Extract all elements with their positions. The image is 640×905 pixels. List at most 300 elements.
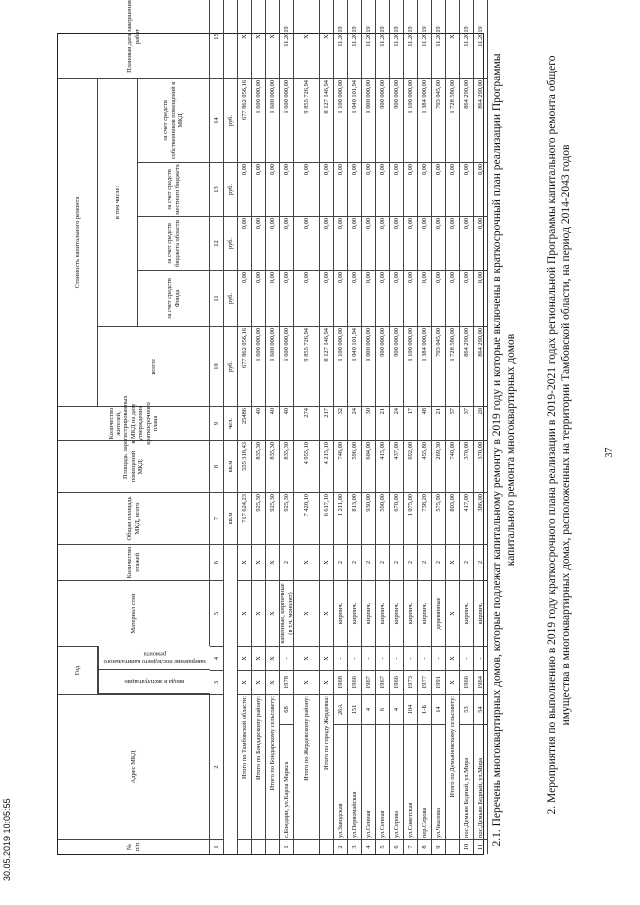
column-number: 5 (210, 580, 224, 646)
house-c6: 2 (390, 544, 404, 580)
house-c10: 1 100 000,00 (404, 326, 418, 406)
print-timestamp: 30.05.2019 10:05:55 (2, 798, 12, 881)
house-c6: 2 (348, 544, 362, 580)
column-number: 15 (210, 0, 224, 78)
house-c6: 2 (474, 544, 488, 580)
total-c13: 0,00 (320, 162, 334, 216)
house-c8: 746,00 (334, 440, 348, 492)
total-c12: 0,00 (266, 216, 280, 270)
total-c14: 1 600 000,00 (252, 78, 266, 162)
house-c9: 32 (334, 406, 348, 440)
row-num-empty (446, 839, 460, 854)
house-c6: 2 (376, 544, 390, 580)
total-c10: 1 600 000,00 (266, 326, 280, 406)
house-c11: 0,00 (362, 270, 376, 326)
total-c6: X (320, 544, 334, 580)
total-c6: X (446, 544, 460, 580)
total-c9: 217 (320, 406, 334, 440)
address-house: 68 (280, 694, 294, 724)
house-c5: кирпич. (404, 580, 418, 646)
house-c8: 415,00 (376, 440, 390, 492)
house-c4: - (404, 646, 418, 670)
unit-label: кв.м (224, 440, 238, 492)
house-c6: 2 (432, 544, 446, 580)
house-c8: 596,00 (348, 440, 362, 492)
house-c3: 1968 (334, 670, 348, 694)
house-c11: 0,00 (390, 270, 404, 326)
house-c3: 1966 (390, 670, 404, 694)
address-house: 26А (334, 694, 348, 724)
header-year-commission: ввода в эксплуатацию (98, 670, 210, 694)
house-c11: 0,00 (376, 270, 390, 326)
header-residents: Количество жителей, зарегистрированных в МКД на дату утверждения краткосрочного плана (58, 406, 210, 440)
bondari-c14: 1 600 000,00 (280, 78, 294, 162)
house-c4: - (390, 646, 404, 670)
address-house: 54 (474, 694, 488, 724)
total-c14: 1 600 000,00 (266, 78, 280, 162)
house-c10: 1 384 000,00 (418, 326, 432, 406)
unit-label: кв.м (224, 492, 238, 544)
house-c14: 864 290,00 (474, 78, 488, 162)
house-date: 11.2019 (432, 0, 446, 78)
total-c13: 0,00 (252, 162, 266, 216)
house-c14: 1 384 000,00 (418, 78, 432, 162)
house-c13: 0,00 (362, 162, 376, 216)
unit-label: руб. (224, 326, 238, 406)
total-c6: X (266, 544, 280, 580)
total-c8: 740,00 (446, 440, 460, 492)
total-c4: X (252, 646, 266, 670)
house-c5: кирпич. (362, 580, 376, 646)
unit-label-empty (224, 0, 238, 78)
address-house: 53 (460, 694, 474, 724)
total-c6: X (252, 544, 266, 580)
unit-label: руб. (224, 162, 238, 216)
total-c14: 8 127 146,94 (320, 78, 334, 162)
house-c11: 0,00 (474, 270, 488, 326)
unit-label-empty (224, 544, 238, 854)
header-num: № п/п (58, 839, 210, 854)
house-c13: 0,00 (404, 162, 418, 216)
house-c12: 0,00 (474, 216, 488, 270)
bondari-c5: каменные, кирпичные (в т.ч. монолит) (280, 580, 294, 646)
house-c8: 370,00 (460, 440, 474, 492)
total-c9: 57 (446, 406, 460, 440)
house-c3: 1966 (460, 670, 474, 694)
total-c13: 0,00 (446, 162, 460, 216)
total-label: Итого по городу Жердевка: (320, 694, 334, 839)
bondari-c8: 835,30 (280, 440, 294, 492)
house-c7: 1 075,00 (404, 492, 418, 544)
total-c5: X (294, 580, 320, 646)
house-c5: кирпич. (418, 580, 432, 646)
bondari-c7: 925,30 (280, 492, 294, 544)
header-year-last-repair: завершение последнего капитального ремонта (98, 646, 210, 670)
address-street: с.Бондари, ул.Карла Маркса (280, 724, 294, 839)
house-c3: 1967 (376, 670, 390, 694)
house-c12: 0,00 (432, 216, 446, 270)
house-c14: 703 045,00 (432, 78, 446, 162)
house-date: 11.2019 (376, 0, 390, 78)
total-c14: 9 855 726,94 (294, 78, 320, 162)
column-number: 9 (210, 406, 224, 440)
column-number: 3 (210, 670, 224, 694)
row-num: 3 (348, 839, 362, 854)
total-date: X (294, 0, 320, 78)
subsection-title: 2.1. Перечень многоквартирных домов, которые подлежат капитальному ремонту в 2019 году и которые включены в краткосрочный план реализации Программы капитального ремонта многоквартирных домов (491, 53, 517, 847)
column-number: 10 (210, 326, 224, 406)
house-c6: 2 (334, 544, 348, 580)
house-c13: 0,00 (348, 162, 362, 216)
house-c6: 2 (404, 544, 418, 580)
row-num-empty (320, 839, 334, 854)
bondari-c10: 1 600 000,00 (280, 326, 294, 406)
house-c14: 864 290,00 (460, 78, 474, 162)
row-num: 11 (474, 839, 488, 854)
house-c5: кирпич. (460, 580, 474, 646)
house-c11: 0,00 (432, 270, 446, 326)
address-street: ул.Первомайская (348, 724, 362, 839)
row-num: 5 (376, 839, 390, 854)
house-c13: 0,00 (432, 162, 446, 216)
house-c13: 0,00 (390, 162, 404, 216)
house-c6: 2 (362, 544, 376, 580)
house-c13: 0,00 (376, 162, 390, 216)
total-c12: 0,00 (446, 216, 460, 270)
house-c6: 2 (460, 544, 474, 580)
house-c8: 269,30 (432, 440, 446, 492)
house-c12: 0,00 (334, 216, 348, 270)
house-c8: 604,00 (362, 440, 376, 492)
row-num: 4 (362, 839, 376, 854)
header-owners: за счет средств собственников помещений в МКД (138, 78, 210, 162)
total-c10: 8 127 146,94 (320, 326, 334, 406)
house-c5: кирпич. (348, 580, 362, 646)
row-num-empty (266, 839, 280, 854)
house-c11: 0,00 (348, 270, 362, 326)
house-c10: 703 045,00 (432, 326, 446, 406)
house-date: 11.2019 (474, 0, 488, 78)
total-c4: X (320, 646, 334, 670)
total-c14: 677 862 056,16 (238, 78, 252, 162)
house-c5: деревянные (432, 580, 446, 646)
header-regional: за счет средств бюджета области (138, 216, 210, 270)
address-street: ул.Сенная (376, 724, 390, 839)
house-c7: 738,20 (418, 492, 432, 544)
house-c4: - (348, 646, 362, 670)
house-c9: 37 (460, 406, 474, 440)
total-c7: 803,00 (446, 492, 460, 544)
unit-label: руб. (224, 216, 238, 270)
address-street: пер.Серова (418, 724, 432, 839)
house-c12: 0,00 (376, 216, 390, 270)
column-number: 7 (210, 492, 224, 544)
row-num: 6 (390, 839, 404, 854)
total-c5: X (238, 580, 252, 646)
house-c3: 1966 (348, 670, 362, 694)
house-date: 11.2019 (404, 0, 418, 78)
row-num: 9 (432, 839, 446, 854)
total-c10: 9 855 726,94 (294, 326, 320, 406)
total-c12: 0,00 (238, 216, 252, 270)
total-c8: 4 955,10 (294, 440, 320, 492)
house-c5: кирпич. (334, 580, 348, 646)
house-c12: 0,00 (348, 216, 362, 270)
house-c7: 417,00 (460, 492, 474, 544)
house-c14: 1 100 000,00 (334, 78, 348, 162)
total-label: Итого по Демьяновскому сельсовету: (446, 694, 460, 839)
header-local: за счет средств местного бюджета (138, 162, 210, 216)
house-c6: 2 (418, 544, 432, 580)
house-c4: - (362, 646, 376, 670)
total-date: X (446, 0, 460, 78)
house-c3: 1991 (432, 670, 446, 694)
house-c14: 1 040 101,94 (348, 78, 362, 162)
total-c3: X (238, 670, 252, 694)
unit-label: чел. (224, 406, 238, 440)
address-house: 104 (404, 694, 418, 724)
house-c9: 24 (390, 406, 404, 440)
house-c10: 864 290,00 (474, 326, 488, 406)
house-c10: 1 040 101,94 (348, 326, 362, 406)
bondari-c3: 1978 (280, 670, 294, 694)
total-c3: X (294, 670, 320, 694)
bondari-c9: 40 (280, 406, 294, 440)
column-number: 8 (210, 440, 224, 492)
house-c4: - (460, 646, 474, 670)
house-c9: 48 (418, 406, 432, 440)
house-c9: 17 (404, 406, 418, 440)
house-date: 11.2019 (418, 0, 432, 78)
total-c4: X (446, 646, 460, 670)
total-c12: 0,00 (252, 216, 266, 270)
row-num: 1 (280, 839, 294, 854)
header-cost: Стоимость капитального ремонта (58, 78, 98, 406)
house-c3: 1973 (404, 670, 418, 694)
address-street: пос.Демьян Бедный, ул.Мира (474, 724, 488, 839)
house-date: 11.2019 (348, 0, 362, 78)
header-residential-area: Площадь помещений МКД: (58, 440, 210, 492)
house-c10: 1 000 000,00 (362, 326, 376, 406)
total-label: Итого по Бондарскому сельсовету: (266, 694, 280, 839)
bondari-c13: 0,00 (280, 162, 294, 216)
total-c4: X (266, 646, 280, 670)
total-c10: 1 728 580,00 (446, 326, 460, 406)
row-num-empty (294, 839, 320, 854)
address-house: 14 (432, 694, 446, 724)
total-c11: 0,00 (320, 270, 334, 326)
house-c14: 1 100 000,00 (404, 78, 418, 162)
column-number: 13 (210, 162, 224, 216)
house-c12: 0,00 (362, 216, 376, 270)
address-house: 1-Б (418, 694, 432, 724)
header-cost-total: всего: (98, 326, 210, 406)
page-number: 37 (604, 447, 615, 458)
house-date: 11.2019 (334, 0, 348, 78)
total-c10: 1 600 000,00 (252, 326, 266, 406)
house-c4: - (376, 646, 390, 670)
house-c11: 0,00 (418, 270, 432, 326)
total-c11: 0,00 (266, 270, 280, 326)
bondari-c6: 2 (280, 544, 294, 580)
row-num: 7 (404, 839, 418, 854)
total-c12: 0,00 (320, 216, 334, 270)
house-c5: кирпич. (390, 580, 404, 646)
address-street: пос.Демьян Бедный, ул.Мира (460, 724, 474, 839)
total-c8: 4 215,10 (320, 440, 334, 492)
total-date: X (252, 0, 266, 78)
total-c12: 0,00 (294, 216, 320, 270)
house-date: 11.2019 (460, 0, 474, 78)
house-c13: 0,00 (334, 162, 348, 216)
repair-plan-table (57, 0, 484, 855)
address-house: 4 (390, 694, 404, 724)
header-planned-date: Плановая дата завершения работ (58, 0, 210, 78)
house-c14: 900 000,00 (376, 78, 390, 162)
house-c5: кирпич. (376, 580, 390, 646)
total-label: Итого по Бондарскому району: (252, 694, 266, 839)
total-label: Итого по Тамбовской области: (238, 694, 252, 839)
house-c3: 1967 (362, 670, 376, 694)
house-c7: 930,00 (362, 492, 376, 544)
address-house: 4 (362, 694, 376, 724)
column-number: 4 (210, 646, 224, 670)
total-c14: 1 728 580,00 (446, 78, 460, 162)
house-c13: 0,00 (418, 162, 432, 216)
total-c9: 274 (294, 406, 320, 440)
house-c12: 0,00 (460, 216, 474, 270)
total-c6: X (294, 544, 320, 580)
total-c11: 0,00 (446, 270, 460, 326)
total-c3: X (446, 670, 460, 694)
house-c5: кирпич. (474, 580, 488, 646)
total-c11: 0,00 (238, 270, 252, 326)
house-c4: - (334, 646, 348, 670)
row-num: 8 (418, 839, 432, 854)
total-c3: X (266, 670, 280, 694)
house-c7: 670,00 (390, 492, 404, 544)
address-house: 151 (348, 694, 362, 724)
house-c4: - (418, 646, 432, 670)
address-street: ул.Заводская (334, 724, 348, 839)
total-c8: 835,30 (266, 440, 280, 492)
column-number: 12 (210, 216, 224, 270)
house-date: 11.2019 (390, 0, 404, 78)
bondari-c4: - (280, 646, 294, 670)
house-c11: 0,00 (334, 270, 348, 326)
total-c10: 677 862 056,16 (238, 326, 252, 406)
total-date: X (320, 0, 334, 78)
house-c8: 437,00 (390, 440, 404, 492)
address-street: ул.Серова (390, 724, 404, 839)
bondari-date: 11.2019 (280, 0, 294, 78)
total-c9: 25486 (238, 406, 252, 440)
total-c7: 717 624,23 (238, 492, 252, 544)
total-c9: 40 (266, 406, 280, 440)
address-street: ул.Сенная (362, 724, 376, 839)
house-c13: 0,00 (460, 162, 474, 216)
house-c3: 1964 (474, 670, 488, 694)
total-c3: X (320, 670, 334, 694)
column-number: 1 (210, 839, 224, 854)
header-total-area: Общая площадь МКД, всего (58, 492, 210, 544)
column-number: 2 (210, 694, 224, 839)
total-c7: 925,30 (266, 492, 280, 544)
total-c13: 0,00 (294, 162, 320, 216)
total-c5: X (252, 580, 266, 646)
total-c11: 0,00 (294, 270, 320, 326)
row-num: 2 (334, 839, 348, 854)
header-fed: за счет средств Фонда (138, 270, 210, 326)
house-c13: 0,00 (474, 162, 488, 216)
total-c5: X (320, 580, 334, 646)
total-c9: 40 (252, 406, 266, 440)
row-num: 10 (460, 839, 474, 854)
address-house: 6 (376, 694, 390, 724)
house-c7: 386,00 (474, 492, 488, 544)
total-c3: X (252, 670, 266, 694)
total-c7: 6 617,10 (320, 492, 334, 544)
column-number: 6 (210, 544, 224, 580)
total-c7: 925,30 (252, 492, 266, 544)
house-c9: 24 (348, 406, 362, 440)
house-c7: 590,00 (376, 492, 390, 544)
house-c9: 21 (432, 406, 446, 440)
column-number: 11 (210, 270, 224, 326)
total-date: X (238, 0, 252, 78)
house-c12: 0,00 (418, 216, 432, 270)
total-c7: 7 420,10 (294, 492, 320, 544)
house-c4: - (474, 646, 488, 670)
house-c12: 0,00 (404, 216, 418, 270)
header-year: Год (58, 646, 98, 694)
bondari-c12: 0,00 (280, 216, 294, 270)
house-c10: 864 290,00 (460, 326, 474, 406)
total-c4: X (294, 646, 320, 670)
house-c9: 30 (362, 406, 376, 440)
bondari-c11: 0,00 (280, 270, 294, 326)
house-c8: 692,00 (404, 440, 418, 492)
house-c3: 1977 (418, 670, 432, 694)
unit-label: руб. (224, 78, 238, 162)
address-street: ул.Советская (404, 724, 418, 839)
total-c13: 0,00 (238, 162, 252, 216)
header-address: Адрес МКД (58, 694, 210, 839)
house-c9: 20 (474, 406, 488, 440)
house-c10: 1 100 000,00 (334, 326, 348, 406)
total-c5: X (446, 580, 460, 646)
total-date: X (266, 0, 280, 78)
house-c7: 575,90 (432, 492, 446, 544)
header-incl: в том числе: (98, 78, 138, 326)
total-c11: 0,00 (252, 270, 266, 326)
total-label: Итого по Жердевскому району: (294, 694, 320, 839)
unit-label: руб. (224, 270, 238, 326)
section-title: 2. Мероприятия по выполнению в 2019 году краткосрочного плана реализации в 2019-2021 годах региональной Программы капитального ремонта общего имущества в многоквартирных домах, расположенных на территории Тамбовской области, на период 2014-2043 годов (546, 55, 572, 815)
row-num-empty (252, 839, 266, 854)
header-wall: Материал стен (58, 580, 210, 646)
total-c8: 555 318,43 (238, 440, 252, 492)
house-c10: 900 000,00 (390, 326, 404, 406)
house-c4: - (432, 646, 446, 670)
house-c8: 455,80 (418, 440, 432, 492)
total-c4: X (238, 646, 252, 670)
house-date: 11.2019 (362, 0, 376, 78)
house-c11: 0,00 (460, 270, 474, 326)
row-num-empty (238, 839, 252, 854)
house-c14: 900 000,00 (390, 78, 404, 162)
house-c10: 900 000,00 (376, 326, 390, 406)
